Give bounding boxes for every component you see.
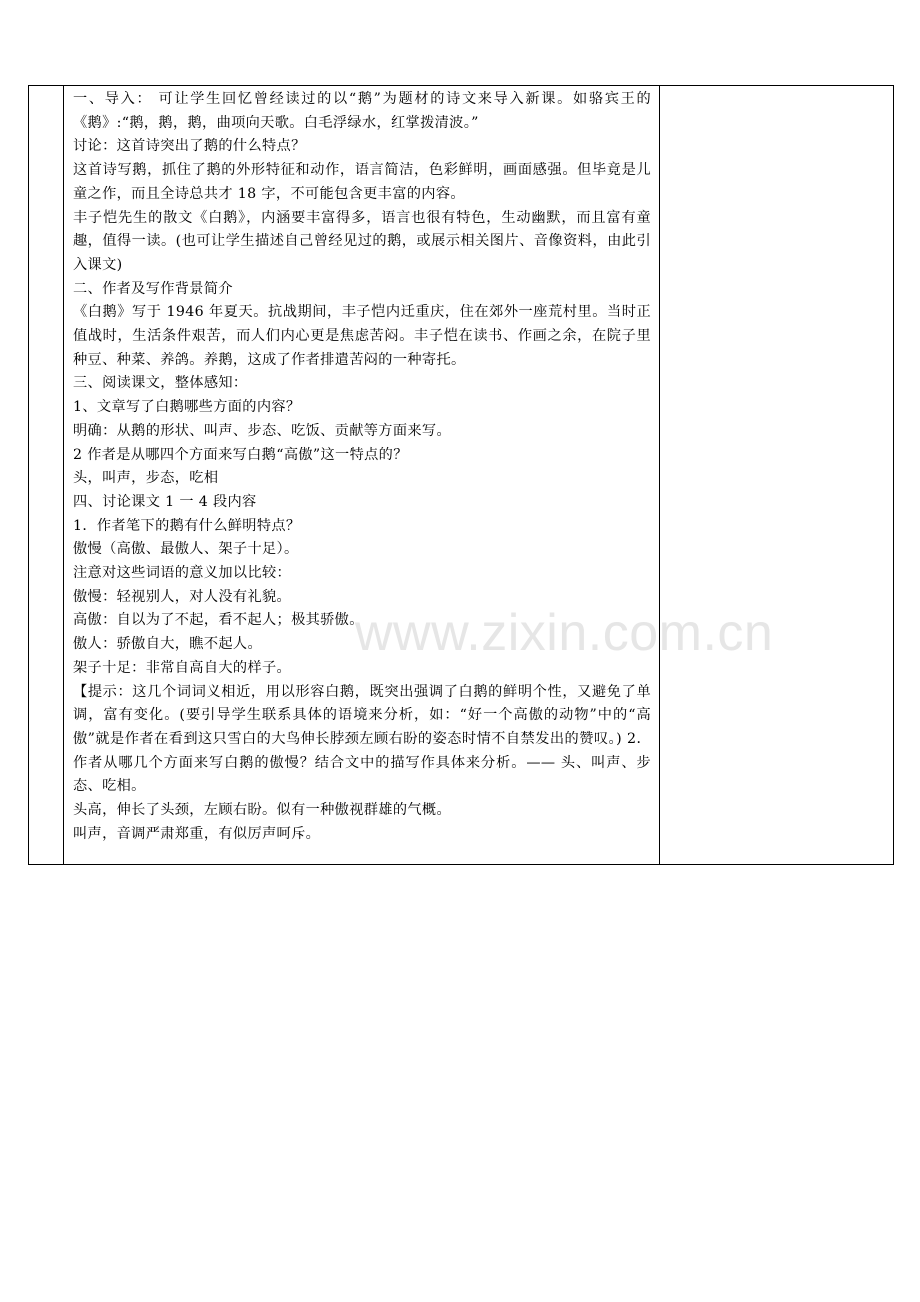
paragraph-poem-analysis: 这首诗写鹅，抓住了鹅的外形特征和动作，语言简洁，色彩鲜明，画面感强。但毕竟是儿童之作，而且全诗总共才 18 字，不可能包含更丰富的内容。 [73,162,651,202]
paragraph-call-description: 叫声，音调严肃郑重，有似厉声呵斥。 [73,825,321,842]
heading-reading: 三、阅读课文，整体感知： [73,375,248,392]
paragraph-hint: 【提示：这几个词词义相近，用以形容白鹅，既突出强调了白鹅的鲜明个性，又避免了单调，富有变化。(要引导学生联系具体的语境来分析，如：“好一个高傲的动物”中的“高傲”就是作者在看到这只雪白的大鸟伸长脖颈左顾右盼的姿态时情不自禁发出的赞叹。) 2．作者从哪几个方面来写白鹅的傲慢？结合文中的描写作具体来分析。—— 头、叫声、步态、吃相。 [73,683,651,795]
paragraph-answer-3: 傲慢（高傲、最傲人、架子十足）。 [73,541,299,558]
lesson-content [64,86,659,847]
watermark-text: www.zixin.com.cn [355,604,774,662]
table-row [29,86,894,865]
paragraph-compare-note: 注意对这些词语的意义加以比较： [73,565,292,582]
paragraph-definition-3: 傲人：骄傲自大，瞧不起人。 [73,636,262,653]
lesson-content-cell [64,86,660,865]
paragraph-essay-intro: 丰子恺先生的散文《白鹅》，内涵要丰富得多，语言也很有特色，生动幽默，而且富有童趣，值得一读。(也可让学生描述自己曾经见过的鹅，或展示相关图片、音像资料，由此引入课文) [73,209,651,273]
paragraph-answer-2: 头，叫声，步态，吃相 [73,470,219,487]
lesson-plan-table [28,85,894,865]
paragraph-definition-1: 傲慢：轻视别人，对人没有礼貌。 [73,588,292,605]
paragraph-question-1: 1、文章写了白鹅哪些方面的内容？ [73,399,301,416]
paragraph-head-description: 头高，伸长了头颈，左顾右盼。似有一种傲视群雄的气概。 [73,802,451,819]
paragraph-discussion-question: 讨论：这首诗突出了鹅的什么特点？ [73,138,306,155]
heading-discussion: 四、讨论课文 1 一 4 段内容 [73,493,257,510]
paragraph-definition-4: 架子十足：非常自高自大的样子。 [73,659,292,676]
paragraph-intro: 一、导入： 可让学生回忆曾经读过的以“鹅”为题材的诗文来导入新课。如骆宾王的《鹅》:“鹅，鹅，鹅，曲项向天歌。白毛浮绿水，红掌拨清波。” [73,91,651,131]
paragraph-question-3: 1．作者笔下的鹅有什么鲜明特点？ [73,517,301,534]
paragraph-question-2: 2 作者是从哪四个方面来写白鹅“高傲”这一特点的？ [73,446,408,463]
left-margin-cell [29,86,64,865]
paragraph-definition-2: 高傲：自以为了不起，看不起人；极其骄傲。 [73,612,364,629]
heading-author-background: 二、作者及写作背景简介 [73,280,233,297]
paragraph-background: 《白鹅》写于 1946 年夏天。抗战期间，丰子恺内迁重庆，住在郊外一座荒村里。当时正值战时，生活条件艰苦，而人们内心更是焦虑苦闷。丰子恺在读书、作画之余，在院子里种豆、种菜、养鸽。养鹅，这成了作者排遣苦闷的一种寄托。 [73,304,651,368]
right-notes-cell [660,86,894,865]
paragraph-answer-1: 明确：从鹅的形状、叫声、步态、吃饭、贡献等方面来写。 [73,422,451,439]
